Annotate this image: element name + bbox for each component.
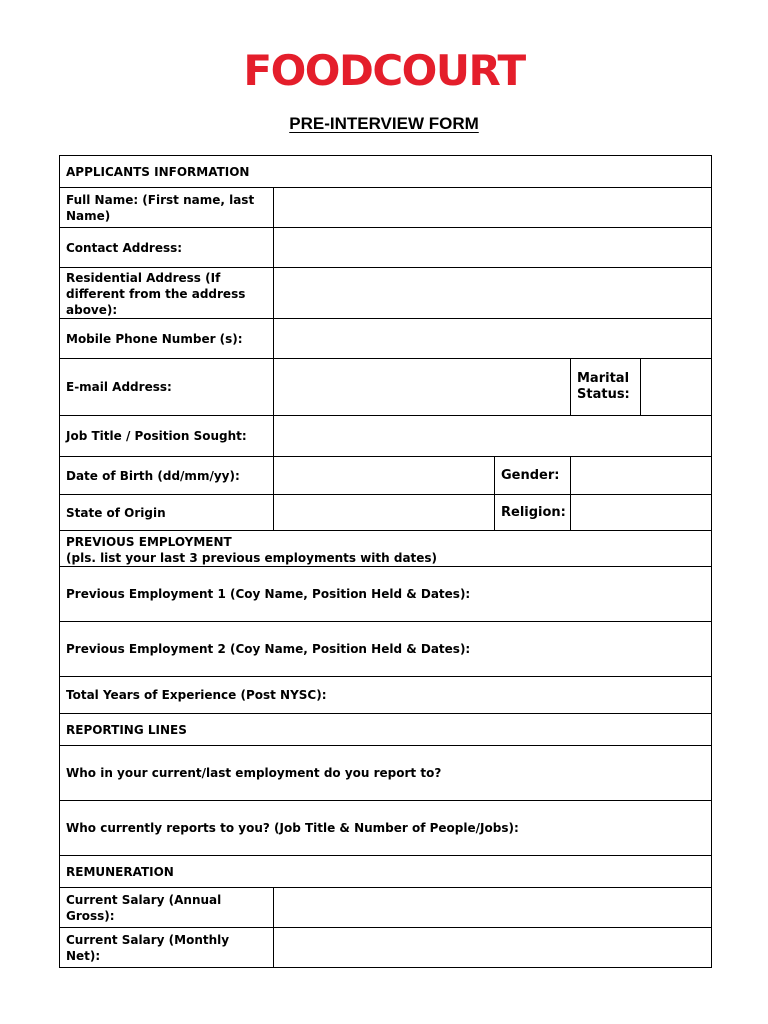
previous-employment-2-field[interactable]: Previous Employment 2 (Coy Name, Position Held & Dates): (60, 622, 712, 677)
gender-label: Gender: (495, 457, 571, 495)
mobile-phone-label: Mobile Phone Number (s): (60, 319, 274, 359)
previous-employment-subtitle: (pls. list your last 3 previous employments with dates) (66, 550, 438, 565)
remuneration-heading-row (60, 856, 712, 888)
annual-gross-row (60, 888, 712, 928)
contact-address-field[interactable] (274, 228, 712, 268)
report-to-row (60, 746, 712, 801)
email-field[interactable] (274, 359, 571, 416)
applicants-information-heading: APPLICANTS INFORMATION (60, 156, 712, 188)
previous-employment-heading-row (60, 531, 712, 567)
report-to-field[interactable]: Who in your current/last employment do you report to? (60, 746, 712, 801)
religion-label: Religion: (495, 495, 571, 531)
total-years-row (60, 677, 712, 714)
contact-address-label: Contact Address: (60, 228, 274, 268)
gender-field[interactable] (571, 457, 712, 495)
residential-address-field[interactable] (274, 268, 712, 319)
date-of-birth-field[interactable] (274, 457, 495, 495)
residential-address-row (60, 268, 712, 319)
reports-to-you-row (60, 801, 712, 856)
previous-employment-1-field[interactable]: Previous Employment 1 (Coy Name, Position Held & Dates): (60, 567, 712, 622)
state-of-origin-label: State of Origin (60, 495, 274, 531)
previous-employment-heading (60, 531, 712, 567)
date-of-birth-label: Date of Birth (dd/mm/yy): (60, 457, 274, 495)
contact-address-row (60, 228, 712, 268)
marital-status-label: Marital Status: (571, 359, 641, 416)
email-row (60, 359, 712, 416)
job-title-field[interactable] (274, 416, 712, 457)
full-name-row (60, 188, 712, 228)
previous-employment-1-row (60, 567, 712, 622)
full-name-field[interactable] (274, 188, 712, 228)
monthly-net-label: Current Salary (Monthly Net): (60, 928, 274, 968)
religion-field[interactable] (571, 495, 712, 531)
job-title-row (60, 416, 712, 457)
previous-employment-title: PREVIOUS EMPLOYMENT (66, 534, 232, 549)
monthly-net-row (60, 928, 712, 968)
residential-address-label: Residential Address (If different from the address above): (60, 268, 274, 319)
date-of-birth-row (60, 457, 712, 495)
reporting-lines-heading: REPORTING LINES (60, 714, 712, 746)
reports-to-you-field[interactable]: Who currently reports to you? (Job Title & Number of People/Jobs): (60, 801, 712, 856)
reporting-lines-heading-row (60, 714, 712, 746)
annual-gross-field[interactable] (274, 888, 712, 928)
state-of-origin-field[interactable] (274, 495, 495, 531)
remuneration-heading: REMUNERATION (60, 856, 712, 888)
state-of-origin-row (60, 495, 712, 531)
total-years-field[interactable]: Total Years of Experience (Post NYSC): (60, 677, 712, 714)
applicants-information-row (60, 156, 712, 188)
mobile-phone-field[interactable] (274, 319, 712, 359)
full-name-label: Full Name: (First name, last Name) (60, 188, 274, 228)
marital-status-field[interactable] (641, 359, 712, 416)
pre-interview-form-table (59, 155, 712, 968)
form-title: PRE-INTERVIEW FORM (289, 114, 479, 133)
previous-employment-2-row (60, 622, 712, 677)
foodcourt-logo: FOODCOURT (243, 46, 525, 95)
annual-gross-label: Current Salary (Annual Gross): (60, 888, 274, 928)
job-title-label: Job Title / Position Sought: (60, 416, 274, 457)
email-label: E-mail Address: (60, 359, 274, 416)
mobile-phone-row (60, 319, 712, 359)
monthly-net-field[interactable] (274, 928, 712, 968)
